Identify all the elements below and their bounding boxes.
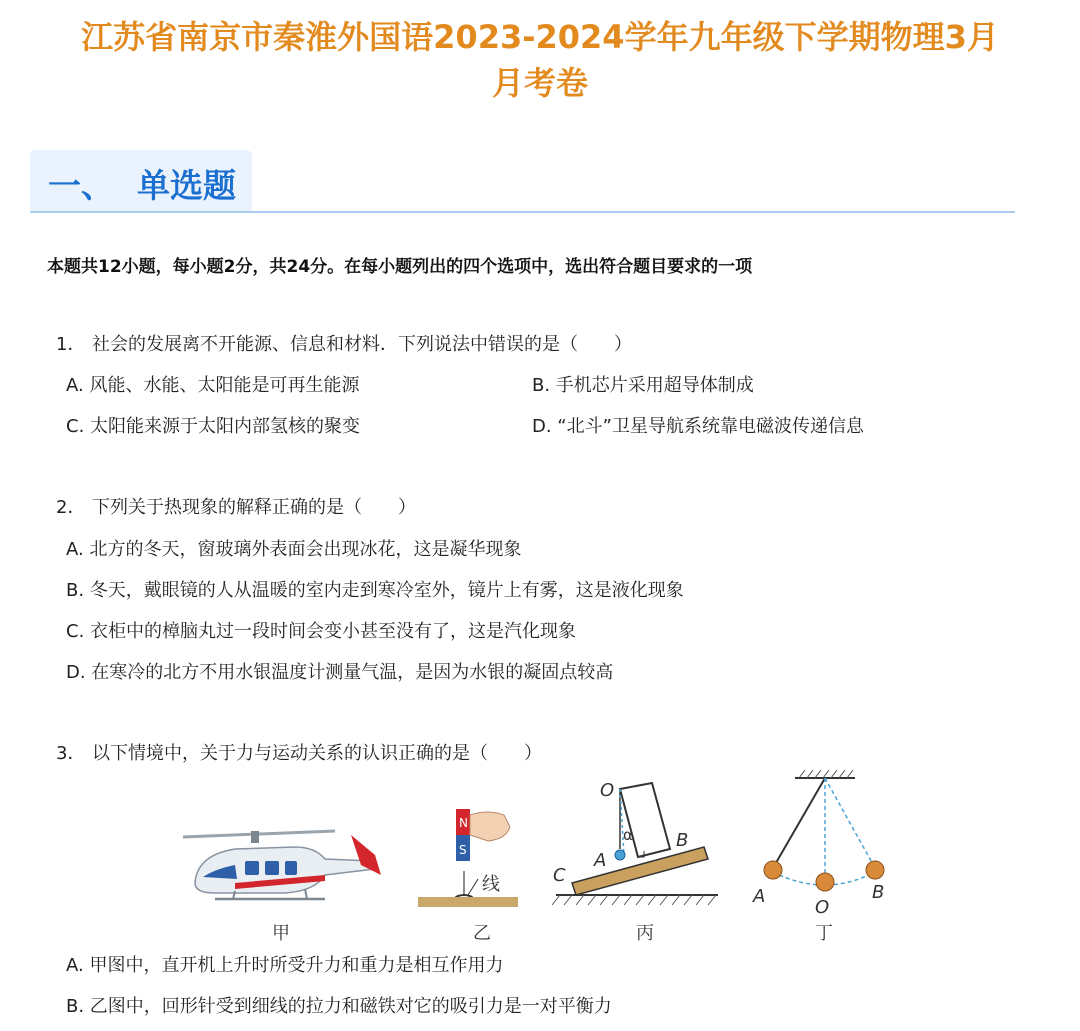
- question-text: 下列关于热现象的解释正确的是（ ）: [92, 497, 416, 518]
- question-1-option-a: A. 风能、水能、太阳能是可再生能源: [66, 375, 360, 396]
- incline-c-label: C: [553, 865, 566, 886]
- pendulum-a-label: A: [753, 886, 766, 907]
- question-2-option-b: B. 冬天，戴眼镜的人从温暖的室内走到寒冷室外，镜片上有雾，这是液化现象: [66, 580, 684, 601]
- question-2-stem: [56, 493, 416, 519]
- incline-alpha-label: α: [623, 826, 633, 844]
- section-divider: [30, 211, 1015, 213]
- figure-label-yi: 乙: [473, 923, 491, 944]
- magnet-figure: [418, 805, 518, 915]
- question-1-stem: [56, 330, 632, 356]
- magnet-n-label: N: [459, 816, 468, 830]
- figure-label-ding: 丁: [815, 923, 833, 944]
- magnet-s-label: S: [459, 843, 467, 857]
- question-number: 1．: [56, 334, 86, 355]
- pendulum-o-label: O: [815, 897, 830, 918]
- section-instruction: 本题共12小题，每小题2分，共24分。在每小题列出的四个选项中，选出符合题目要求的一项: [47, 257, 753, 277]
- pendulum-figure: [755, 770, 895, 900]
- question-number: 2．: [56, 497, 86, 518]
- section-heading: 一、 单选题: [48, 166, 236, 205]
- question-2-option-a: A. 北方的冬天，窗玻璃外表面会出现冰花，这是凝华现象: [66, 539, 522, 560]
- question-1-option-c: C. 太阳能来源于太阳内部氢核的聚变: [66, 416, 361, 437]
- question-1-option-d: D. “北斗”卫星导航系统靠电磁波传递信息: [532, 416, 864, 437]
- thread-label: 线: [482, 874, 500, 895]
- incline-o-label: O: [600, 780, 615, 801]
- question-2-option-d: D. 在寒冷的北方不用水银温度计测量气温，是因为水银的凝固点较高: [66, 662, 614, 683]
- section-header: [30, 150, 252, 212]
- question-2-option-c: C. 衣柜中的樟脑丸过一段时间会变小甚至没有了，这是汽化现象: [66, 621, 577, 642]
- question-text: 以下情境中，关于力与运动关系的认识正确的是（ ）: [92, 743, 542, 764]
- question-number: 3．: [56, 743, 86, 764]
- incline-a-label: A: [594, 850, 607, 871]
- incline-b-label: B: [676, 830, 689, 851]
- question-3-option-b: B. 乙图中，回形针受到细线的拉力和磁铁对它的吸引力是一对平衡力: [66, 996, 612, 1017]
- question-text: 社会的发展离不开能源、信息和材料．下列说法中错误的是（ ）: [92, 334, 632, 355]
- figure-label-bing: 丙: [636, 923, 654, 944]
- document-title: [0, 14, 1080, 106]
- helicopter-figure: [175, 825, 390, 920]
- question-1-option-b: B. 手机芯片采用超导体制成: [532, 375, 754, 396]
- question-3-option-a: A. 甲图中，直开机上升时所受升力和重力是相互作用力: [66, 955, 504, 976]
- figure-label-jia: 甲: [272, 923, 290, 944]
- title-line-2: 月考卷: [491, 64, 588, 102]
- pendulum-b-label: B: [872, 882, 885, 903]
- title-line-1: 江苏省南京市秦淮外国语2023-2024学年九年级下学期物理3月: [81, 18, 999, 56]
- question-3-stem: [56, 739, 542, 765]
- incline-figure: [548, 775, 728, 910]
